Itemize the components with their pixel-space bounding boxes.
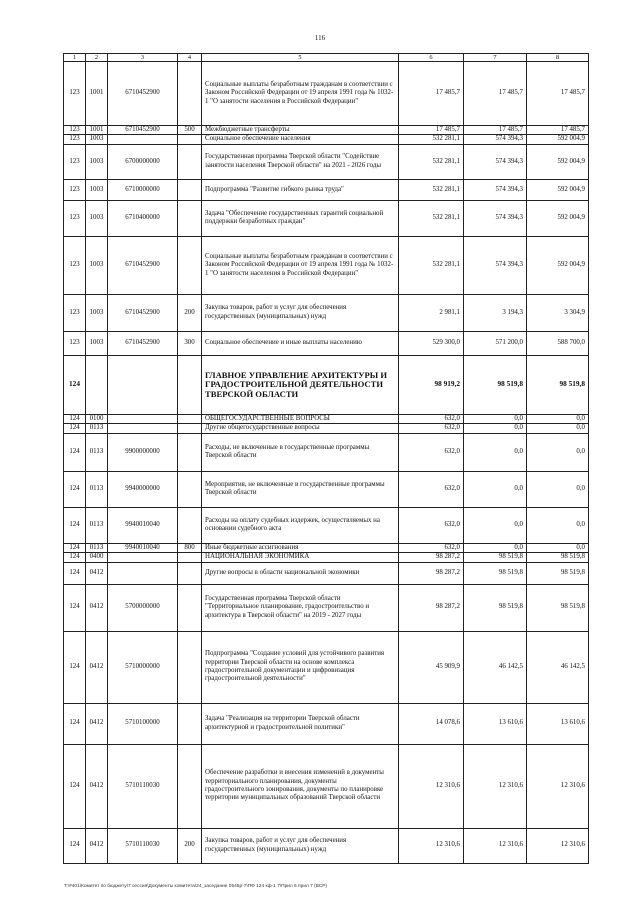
col-name: Социальное обеспечение населения [202,135,399,144]
col-admin-code: 124 [64,471,86,507]
col-name: Социальные выплаты безработным гражданам в соответствии с Законом Российской Федерации от 19 апреля 1991 года № 1032-1 "О занятости населения в Российской Федерации" [202,236,399,294]
col-value-1: 532 281,1 [399,236,464,294]
col-target-code [108,553,178,562]
table-row [64,355,589,414]
col-target-code [108,562,178,584]
col-admin-code: 124 [64,562,86,584]
col-value-2: 574 394,3 [464,200,527,236]
col-name: Межбюджетные трансферты [202,126,399,135]
col-expense-type [178,471,202,507]
col-value-3: 17 485,7 [527,126,589,135]
col-value-2: 3 194,3 [464,294,527,331]
col-value-3: 98 519,8 [527,355,589,414]
col-value-3: 592 004,9 [527,236,589,294]
col-admin-code: 123 [64,144,86,179]
col-admin-code: 124 [64,433,86,471]
table-row [64,471,589,507]
col-section-code: 0100 [86,414,108,423]
col-value-3: 0,0 [527,471,589,507]
col-expense-type [178,179,202,200]
table-row [64,62,589,126]
col-admin-code: 124 [64,553,86,562]
col-target-code: 6710400000 [108,200,178,236]
col-admin-code: 123 [64,200,86,236]
col-value-2: 0,0 [464,543,527,552]
col-value-2: 46 142,5 [464,631,527,703]
table-row [64,562,589,584]
col-name: Подпрограмма "Развитие гибкого рынка труда" [202,179,399,200]
col-admin-code: 124 [64,507,86,543]
col-value-1: 98 919,2 [399,355,464,414]
col-value-2: 0,0 [464,433,527,471]
col-target-code [108,355,178,414]
col-section-code: 0412 [86,703,108,744]
col-value-1: 17 485,7 [399,126,464,135]
table-row [64,507,589,543]
column-number-header: 6 [399,54,464,62]
col-expense-type [178,584,202,631]
col-value-1: 632,0 [399,433,464,471]
col-value-1: 632,0 [399,414,464,423]
col-value-1: 98 287,2 [399,553,464,562]
table-row [64,424,589,433]
col-expense-type [178,562,202,584]
col-expense-type [178,355,202,414]
table-row [64,584,589,631]
col-section-code: 1001 [86,62,108,126]
col-name: Закупка товаров, работ и услуг для обеспечения государственных (муниципальных) нужд [202,828,399,863]
col-section-code [86,355,108,414]
col-name: Подпрограмма "Создание условий для устойчивого развития территории Тверской области на основе комплекса градостроительной документации и цифровизация градостроительной деятельности" [202,631,399,703]
col-value-3: 592 004,9 [527,135,589,144]
col-value-1: 2 981,1 [399,294,464,331]
table-row [64,553,589,562]
col-value-3: 12 310,6 [527,744,589,828]
col-expense-type [178,553,202,562]
col-value-3: 0,0 [527,507,589,543]
col-section-code: 1003 [86,294,108,331]
col-target-code: 5710100000 [108,703,178,744]
footer-file-path: T:\#401\Комитет по бюджету\7 сессия\Документы комитета\24_заседание 0545р-7\ПФ 124 кф-1 7\Прил 6 прил 7 (ВСР) [64,884,328,889]
col-value-2: 574 394,3 [464,179,527,200]
col-section-code: 1003 [86,200,108,236]
col-name: Социальное обеспечение и иные выплаты населению [202,331,399,355]
col-target-code: 9940010040 [108,543,178,552]
col-value-3: 12 310,6 [527,828,589,863]
col-value-1: 532 281,1 [399,179,464,200]
col-value-2: 12 310,6 [464,828,527,863]
col-value-1: 532 281,1 [399,144,464,179]
col-value-3: 98 519,8 [527,553,589,562]
column-number-row [64,54,589,62]
col-name: Расходы на оплату судебных издержек, осуществляемых на основании судебного акта [202,507,399,543]
col-value-2: 0,0 [464,414,527,423]
col-section-code: 0113 [86,543,108,552]
col-admin-code: 123 [64,126,86,135]
col-name: Социальные выплаты безработным гражданам в соответствии с Законом Российской Федерации от 19 апреля 1991 года № 1032-1 "О занятости населения в Российской Федерации" [202,62,399,126]
column-number-header: 3 [108,54,178,62]
table-row [64,294,589,331]
col-admin-code: 123 [64,236,86,294]
table-row [64,126,589,135]
col-expense-type: 500 [178,126,202,135]
col-target-code: 6710000000 [108,179,178,200]
col-section-code: 1003 [86,179,108,200]
col-admin-code: 124 [64,355,86,414]
col-expense-type [178,703,202,744]
col-section-code: 0412 [86,631,108,703]
table-row [64,135,589,144]
col-value-2: 17 485,7 [464,126,527,135]
col-value-3: 98 519,8 [527,584,589,631]
col-value-2: 17 485,7 [464,62,527,126]
col-expense-type [178,135,202,144]
col-value-3: 13 610,6 [527,703,589,744]
col-admin-code: 123 [64,62,86,126]
col-value-1: 632,0 [399,471,464,507]
table-row [64,631,589,703]
col-value-1: 17 485,7 [399,62,464,126]
table-row [64,543,589,552]
col-value-1: 12 310,6 [399,828,464,863]
col-value-1: 632,0 [399,424,464,433]
col-target-code [108,414,178,423]
page-number: 116 [314,34,326,42]
col-admin-code: 124 [64,631,86,703]
col-value-2: 0,0 [464,507,527,543]
col-target-code: 6710452900 [108,294,178,331]
col-admin-code: 124 [64,828,86,863]
col-value-3: 98 519,8 [527,562,589,584]
col-name: Государственная программа Тверской области "Территориальное планирование, градостроительство и архитектура в Тверской области" на 2019 - 2027 годы [202,584,399,631]
col-value-3: 592 004,9 [527,179,589,200]
col-value-1: 632,0 [399,543,464,552]
col-value-2: 571 200,0 [464,331,527,355]
col-value-2: 0,0 [464,471,527,507]
col-expense-type [178,200,202,236]
col-expense-type [178,144,202,179]
col-name: Задача "Обеспечение государственных гарантий социальной поддержки безработных граждан" [202,200,399,236]
col-admin-code: 124 [64,414,86,423]
col-section-code: 0113 [86,433,108,471]
col-expense-type [178,424,202,433]
col-section-code: 0113 [86,471,108,507]
col-name: Задача "Реализация на территории Тверской области архитектурной и градостроительной политики" [202,703,399,744]
col-name: Другие вопросы в области национальной экономики [202,562,399,584]
col-expense-type: 300 [178,331,202,355]
col-expense-type: 200 [178,828,202,863]
col-name: Обеспечение разработки и внесения изменений в документы территориального планирования, документы градостроительного зонирования, документы по планировке территории муниципальных образований Тверской области [202,744,399,828]
col-section-code: 1001 [86,126,108,135]
col-name: Государственная программа Тверской области "Содействие занятости населения Тверской области" на 2021 - 2026 годы [202,144,399,179]
col-value-1: 532 281,1 [399,200,464,236]
table-row [64,828,589,863]
table-body [64,62,589,864]
col-expense-type: 200 [178,294,202,331]
col-expense-type [178,62,202,126]
col-value-2: 13 610,6 [464,703,527,744]
col-expense-type: 800 [178,543,202,552]
col-value-3: 592 004,9 [527,144,589,179]
col-value-2: 0,0 [464,424,527,433]
col-admin-code: 123 [64,179,86,200]
col-value-1: 98 287,2 [399,562,464,584]
col-target-code: 6710452900 [108,331,178,355]
col-section-code: 0412 [86,828,108,863]
col-section-code: 1003 [86,135,108,144]
col-admin-code: 124 [64,584,86,631]
col-value-2: 98 519,8 [464,562,527,584]
col-section-code: 0412 [86,562,108,584]
col-name: Другие общегосударственные вопросы [202,424,399,433]
column-number-header: 4 [178,54,202,62]
col-name: Мероприятия, не включенные в государственные программы Тверской области [202,471,399,507]
budget-table [63,53,589,864]
col-admin-code: 124 [64,744,86,828]
col-admin-code: 123 [64,294,86,331]
col-value-1: 14 078,6 [399,703,464,744]
col-value-2: 574 394,3 [464,236,527,294]
col-expense-type [178,414,202,423]
col-value-1: 45 909,9 [399,631,464,703]
col-target-code: 9900000000 [108,433,178,471]
table-row [64,414,589,423]
col-value-2: 98 519,8 [464,584,527,631]
col-admin-code: 124 [64,543,86,552]
table-row [64,144,589,179]
column-number-header: 7 [464,54,527,62]
col-name: Расходы, не включенные в государственные программы Тверской области [202,433,399,471]
col-value-2: 574 394,3 [464,144,527,179]
col-name: Иные бюджетные ассигнования [202,543,399,552]
table-row [64,703,589,744]
col-value-2: 98 519,8 [464,355,527,414]
col-name: ГЛАВНОЕ УПРАВЛЕНИЕ АРХИТЕКТУРЫ И ГРАДОСТРОИТЕЛЬНОЙ ДЕЯТЕЛЬНОСТИ ТВЕРСКОЙ ОБЛАСТИ [202,355,399,414]
col-value-2: 98 519,8 [464,553,527,562]
col-target-code: 6710452900 [108,62,178,126]
col-admin-code: 124 [64,424,86,433]
col-target-code: 6710452900 [108,236,178,294]
col-admin-code: 123 [64,135,86,144]
table-row [64,179,589,200]
col-value-3: 0,0 [527,543,589,552]
col-expense-type [178,507,202,543]
column-number-header: 2 [86,54,108,62]
col-expense-type [178,433,202,471]
col-target-code [108,135,178,144]
col-value-3: 46 142,5 [527,631,589,703]
col-name: ОБЩЕГОСУДАРСТВЕННЫЕ ВОПРОСЫ [202,414,399,423]
col-section-code: 1003 [86,236,108,294]
col-value-1: 532 281,1 [399,135,464,144]
col-value-1: 12 310,6 [399,744,464,828]
col-expense-type [178,631,202,703]
col-value-1: 632,0 [399,507,464,543]
col-section-code: 0412 [86,584,108,631]
col-target-code: 5710110030 [108,744,178,828]
col-value-2: 12 310,6 [464,744,527,828]
col-value-3: 3 304,9 [527,294,589,331]
col-expense-type [178,236,202,294]
col-target-code: 9940000000 [108,471,178,507]
col-expense-type [178,744,202,828]
col-value-2: 574 394,3 [464,135,527,144]
table-row [64,200,589,236]
col-target-code [108,424,178,433]
col-admin-code: 124 [64,703,86,744]
col-value-3: 0,0 [527,424,589,433]
col-value-1: 98 287,2 [399,584,464,631]
col-section-code: 0412 [86,744,108,828]
col-section-code: 1003 [86,144,108,179]
col-section-code: 0113 [86,424,108,433]
col-value-3: 0,0 [527,414,589,423]
col-target-code: 5700000000 [108,584,178,631]
col-target-code: 9940010040 [108,507,178,543]
table-row [64,744,589,828]
col-section-code: 0113 [86,507,108,543]
table-row [64,236,589,294]
col-target-code: 6700000000 [108,144,178,179]
col-section-code: 0400 [86,553,108,562]
col-value-3: 592 004,9 [527,200,589,236]
column-number-header: 1 [64,54,86,62]
table-row [64,331,589,355]
col-target-code: 5710110030 [108,828,178,863]
col-name: НАЦИОНАЛЬНАЯ ЭКОНОМИКА [202,553,399,562]
col-value-3: 17 485,7 [527,62,589,126]
table-row [64,433,589,471]
col-admin-code: 123 [64,331,86,355]
col-section-code: 1003 [86,331,108,355]
col-target-code: 6710452900 [108,126,178,135]
column-number-header: 8 [527,54,589,62]
col-value-1: 529 300,0 [399,331,464,355]
col-name: Закупка товаров, работ и услуг для обеспечения государственных (муниципальных) нужд [202,294,399,331]
col-value-3: 588 700,0 [527,331,589,355]
col-target-code: 5710000000 [108,631,178,703]
column-number-header: 5 [202,54,399,62]
col-value-3: 0,0 [527,433,589,471]
